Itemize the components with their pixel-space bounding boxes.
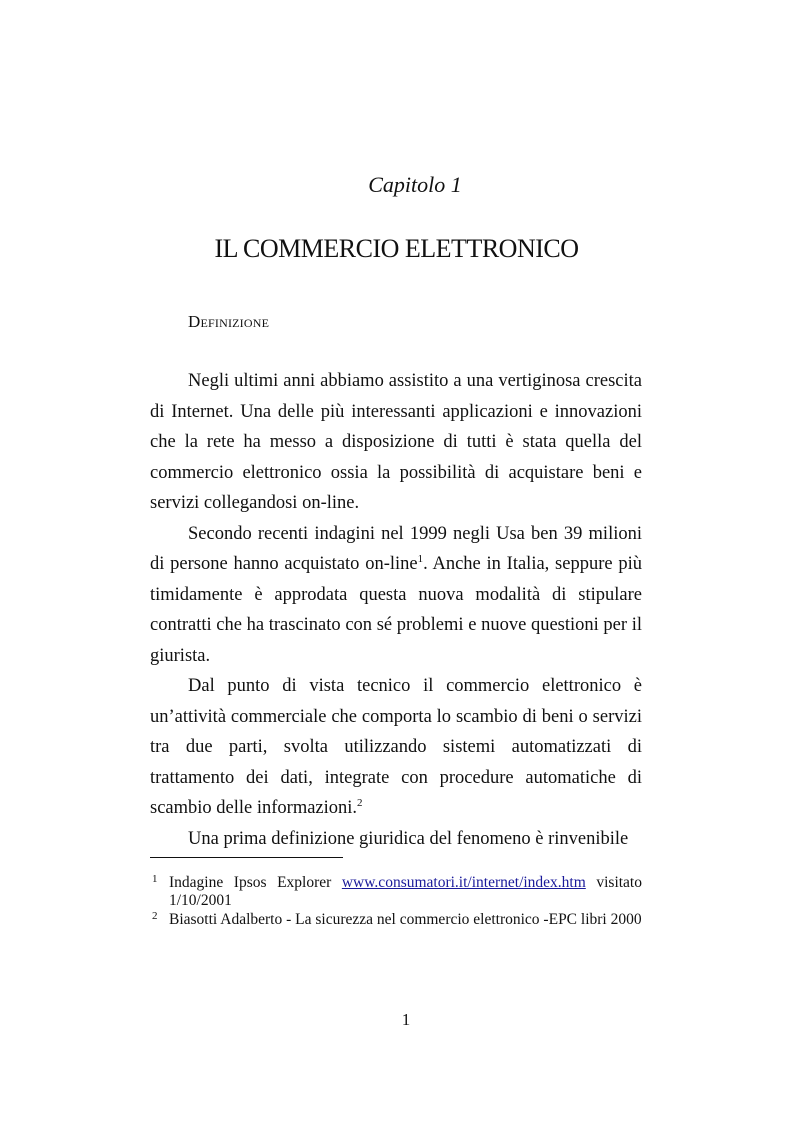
body-text <box>150 366 642 854</box>
paragraph-text: Negli ultimi anni abbiamo assistito a una vertiginosa crescita di Internet. Una delle più interessanti applicazioni e innovazioni che la rete ha messo a disposizione di tutti è stata quella del commercio elettronico ossia la possibilità di acquistare beni e servizi collegandosi on-line. <box>150 371 642 513</box>
chapter-label: Capitolo 1 <box>368 172 462 197</box>
footnote-mark: 1 <box>152 873 158 885</box>
section-heading: Definizione <box>188 312 270 331</box>
footnote-link[interactable]: www.consumatori.it/internet/index.htm <box>341 874 586 891</box>
paragraph-3 <box>150 671 642 824</box>
paragraph-text: . Anche in Italia, seppure più timidamente è approdata questa nuova modalità di stipulare contratti che ha trascinato con sé problemi e nuove questioni per il giurista. <box>150 554 642 666</box>
footnotes <box>150 874 642 929</box>
paragraph-4 <box>150 824 642 855</box>
footnote-divider <box>150 857 343 858</box>
paragraph-1 <box>150 366 642 519</box>
footnote-reference[interactable]: 2 <box>357 796 363 809</box>
paragraph-text: Dal punto di vista tecnico il commercio elettronico è un’attività commerciale che comporta lo scambio di beni o servizi tra due parti, svolta utilizzando sistemi automatizzati di trattamento dei dati, integrate con procedure automatiche di scambio delle informazioni. <box>150 676 642 818</box>
footnote-1 <box>150 874 642 910</box>
footnote-2 <box>150 911 642 929</box>
page-number: 1 <box>401 1010 411 1029</box>
footnote-text: Biasotti Adalberto - La sicurezza nel commercio elettronico -EPC libri 2000 <box>169 911 642 928</box>
footnote-mark: 2 <box>152 910 158 922</box>
footnote-text: Indagine Ipsos Explorer <box>169 874 342 891</box>
chapter-title: IL COMMERCIO ELETTRONICO <box>214 234 579 263</box>
paragraph-2 <box>150 519 642 672</box>
footnote-reference[interactable]: 1 <box>417 552 424 565</box>
paragraph-text: Secondo recenti indagini nel 1999 negli Usa ben 39 milioni di persone hanno acquistato on-line <box>150 523 642 574</box>
paragraph-text: Una prima definizione giuridica del fenomeno è rinvenibile <box>188 828 629 849</box>
footnote-text: visitato 1/10/2001 <box>169 874 642 909</box>
